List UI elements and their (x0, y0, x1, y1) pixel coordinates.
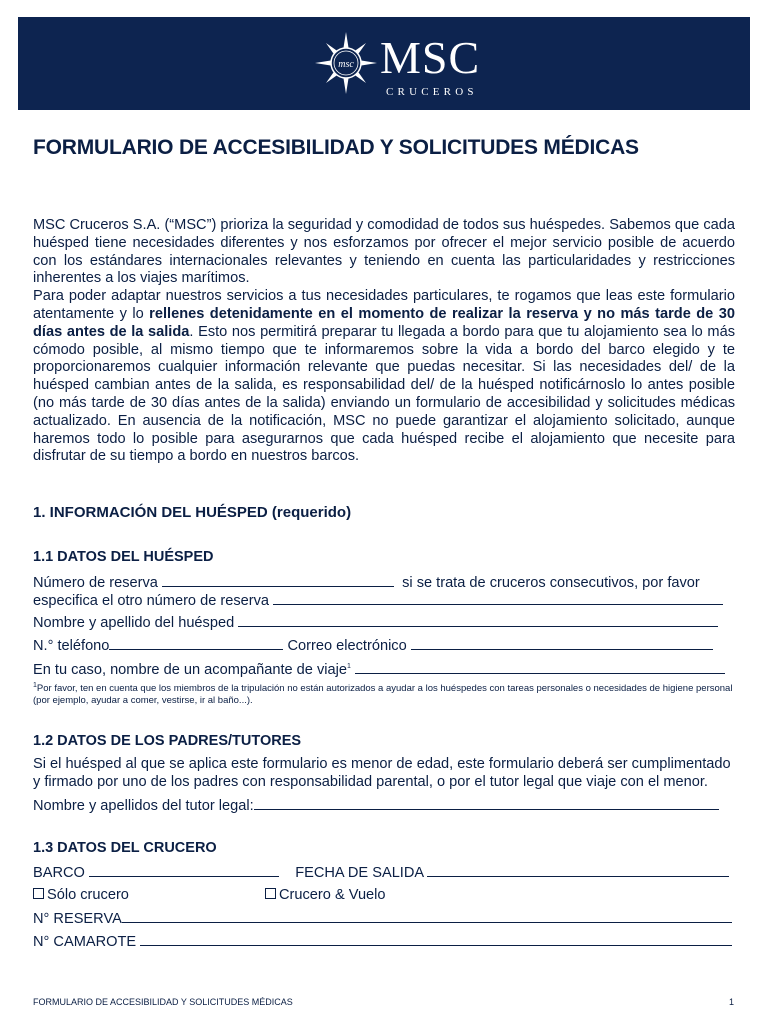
page-title: FORMULARIO DE ACCESIBILIDAD Y SOLICITUDES MÉDICAS (33, 136, 639, 159)
cruise-flight-checkbox[interactable] (265, 888, 276, 899)
consecutive-label: si se trata de cruceros consecutivos, por favor (402, 575, 700, 591)
intro-paragraph-1: MSC Cruceros S.A. (“MSC”) prioriza la seguridad y comodidad de todos sus huéspedes. Sabemos que cada huésped tiene necesidades diferentes y nos esforzamos por ofrecer el mejor servicio posible de acuerdo con los estándares internacionales relevantes y teniendo en cuenta las particularidades y restricciones inherentes a los viajes marítimos. (33, 217, 735, 287)
cruise-flight-label: Crucero & Vuelo (279, 887, 386, 903)
companion-row (33, 658, 733, 679)
intro-paragraph-2 (33, 288, 735, 466)
brand-subtitle: CRUCEROS (386, 86, 478, 98)
email-field[interactable] (411, 636, 713, 650)
email-label: Correo electrónico (287, 638, 407, 654)
phone-email-row (33, 636, 733, 655)
footnote-text: Por favor, ten en cuenta que los miembros de la tripulación no están autorizados a ayudar a los huéspedes con tareas personales o necesidades de higiene personal (por ejemplo, ayudar a comer, vestirse, ir al baño...). (33, 683, 733, 707)
compass-rose-icon (314, 31, 378, 95)
other-booking-field[interactable] (273, 591, 723, 605)
guardian-row (33, 796, 733, 815)
guest-name-field[interactable] (238, 613, 718, 627)
cabin-field[interactable] (140, 932, 732, 946)
booking-number-label: Número de reserva (33, 575, 158, 591)
guardian-field[interactable] (254, 796, 719, 810)
booking-number-row (33, 573, 733, 592)
companion-label: En tu caso, nombre de un acompañante de viaje (33, 661, 347, 678)
reservation-label: N° RESERVA (33, 911, 122, 927)
intro-p2-bold: rellenes detenidamente en el momento de realizar la reserva y no más tarde de 30 días antes de la salida (33, 305, 735, 340)
ship-field[interactable] (89, 863, 279, 877)
cruise-options-row (33, 886, 733, 904)
section-1-2-heading: 1.2 DATOS DE LOS PADRES/TUTORES (33, 733, 302, 749)
option-cruise-only[interactable] (33, 887, 129, 903)
intro-p2-end: . Esto nos permitirá preparar tu llegada a bordo para que tu alojamiento sea lo más cómodo posible, al mismo tiempo que te informaremos sobre la vida a bordo del barco elegido y te proporcionaremos cualquier información relevante que puedas necesitar. Si las necesidades del/ de la huésped cambian antes de la salida, es responsabilidad del/ de la huésped notificárnoslo lo antes posible (no más tarde de 30 días antes de la salida) enviando un formulario de accesibilidad y solicitudes médicas actualizado. En ausencia de la notificación, MSC no puede garantizar el alojamiento solicitado, aunque haremos todo lo posible para asegurarnos que cada huésped recibe el alojamiento que necesite para disfrutar de su tiempo a bordo en nuestros barcos. (33, 323, 735, 465)
cabin-label: N° CAMAROTE (33, 934, 137, 950)
footnote-marker: 1 (33, 682, 37, 689)
footer-title: FORMULARIO DE ACCESIBILIDAD Y SOLICITUDES MÉDICAS (33, 997, 293, 1007)
phone-field[interactable] (109, 636, 283, 650)
guardian-label: Nombre y apellidos del tutor legal: (33, 798, 254, 814)
header-banner (18, 17, 750, 110)
reservation-field[interactable] (122, 909, 732, 923)
departure-field[interactable] (427, 863, 729, 877)
ship-departure-row (33, 863, 733, 882)
cruise-only-checkbox[interactable] (33, 888, 44, 899)
msc-logo (314, 31, 504, 101)
option-cruise-flight[interactable] (265, 886, 386, 904)
companion-footnote-marker: 1 (346, 663, 351, 670)
section-1-heading: 1. INFORMACIÓN DEL HUÉSPED (requerido) (33, 504, 352, 521)
intro-p2-start: Para poder adaptar nuestros servicios a tus necesidades particulares, te rogamos que leas este formulario atentamente y lo (33, 288, 735, 322)
departure-label: FECHA DE SALIDA (295, 865, 424, 881)
ship-label: BARCO (33, 865, 85, 881)
cruise-only-label: Sólo crucero (47, 887, 129, 903)
other-booking-row (33, 591, 733, 610)
guardian-text: Si el huésped al que se aplica este formulario es menor de edad, este formulario deberá ser cumplimentado y firmado por uno de los padres con responsabilidad parental, o por el tutor legal que viaje con el menor. (33, 756, 731, 790)
companion-field[interactable] (355, 660, 725, 674)
section-1-1-heading: 1.1 DATOS DEL HUÉSPED (33, 549, 214, 565)
other-booking-label: especifica el otro número de reserva (33, 593, 270, 609)
cabin-row (33, 932, 733, 951)
reservation-row (33, 909, 733, 928)
footnote (33, 680, 738, 707)
phone-label: N.° teléfono (33, 638, 110, 654)
emblem-text: msc (338, 59, 354, 70)
guest-name-label: Nombre y apellido del huésped (33, 615, 235, 631)
intro-text (33, 217, 735, 466)
brand-name: MSC (380, 32, 481, 83)
guest-name-row (33, 613, 733, 632)
page-number: 1 (729, 997, 735, 1007)
booking-number-field[interactable] (162, 573, 394, 587)
section-1-3-heading: 1.3 DATOS DEL CRUCERO (33, 840, 217, 856)
